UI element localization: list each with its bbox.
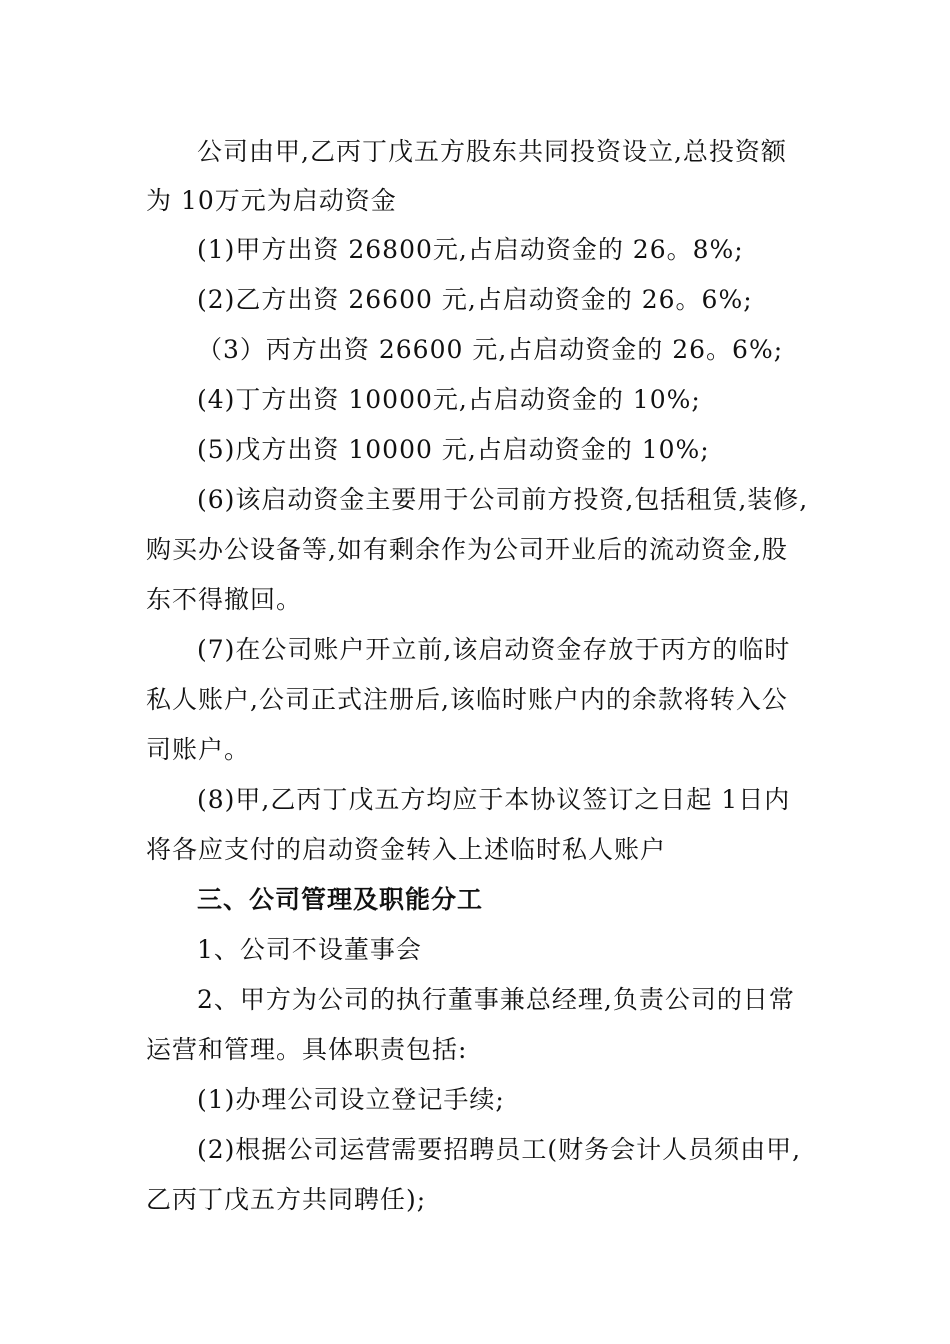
- item-fund-usage-cont-2: 东不得撤回。: [146, 585, 303, 614]
- duty-registration: (1)办理公司设立登记手续;: [197, 1085, 505, 1114]
- paragraph-investment-intro: 公司由甲,乙丙丁戊五方股东共同投资设立,总投资额: [197, 137, 787, 166]
- item-party-wu-contribution: (5)戊方出资 10000 元,占启动资金的 10%;: [197, 435, 710, 464]
- item-executive-director-cont: 运营和管理。具体职责包括:: [146, 1035, 468, 1064]
- item-fund-usage: (6)该启动资金主要用于公司前方投资,包括租赁,装修,: [197, 485, 809, 514]
- section-heading-management: 三、公司管理及职能分工: [197, 885, 484, 914]
- item-fund-custody-cont-2: 司账户。: [146, 735, 251, 764]
- item-no-board: 1、公司不设董事会: [197, 935, 422, 964]
- item-party-jia-contribution: (1)甲方出资 26800元,占启动资金的 26。8%;: [197, 235, 744, 264]
- duty-hiring-cont: 乙丙丁戊五方共同聘任);: [146, 1185, 427, 1214]
- item-fund-usage-cont-1: 购买办公设备等,如有剩余作为公司开业后的流动资金,股: [146, 535, 788, 564]
- item-party-yi-contribution: (2)乙方出资 26600 元,占启动资金的 26。6%;: [197, 285, 753, 314]
- item-party-ding-contribution: (4)丁方出资 10000元,占启动资金的 10%;: [197, 385, 701, 414]
- item-fund-custody-cont-1: 私人账户,公司正式注册后,该临时账户内的余款将转入公: [146, 685, 788, 714]
- item-transfer-deadline-cont: 将各应支付的启动资金转入上述临时私人账户: [146, 835, 667, 864]
- item-party-bing-contribution: （3）丙方出资 26600 元,占启动资金的 26。6%;: [197, 335, 784, 364]
- paragraph-investment-intro-cont: 为 10万元为启动资金: [146, 186, 397, 215]
- duty-hiring: (2)根据公司运营需要招聘员工(财务会计人员须由甲,: [197, 1135, 802, 1164]
- item-fund-custody: (7)在公司账户开立前,该启动资金存放于丙方的临时: [197, 635, 791, 664]
- item-executive-director: 2、甲方为公司的执行董事兼总经理,负责公司的日常: [197, 985, 795, 1014]
- item-transfer-deadline: (8)甲,乙丙丁戊五方均应于本协议签订之日起 1日内: [197, 785, 791, 814]
